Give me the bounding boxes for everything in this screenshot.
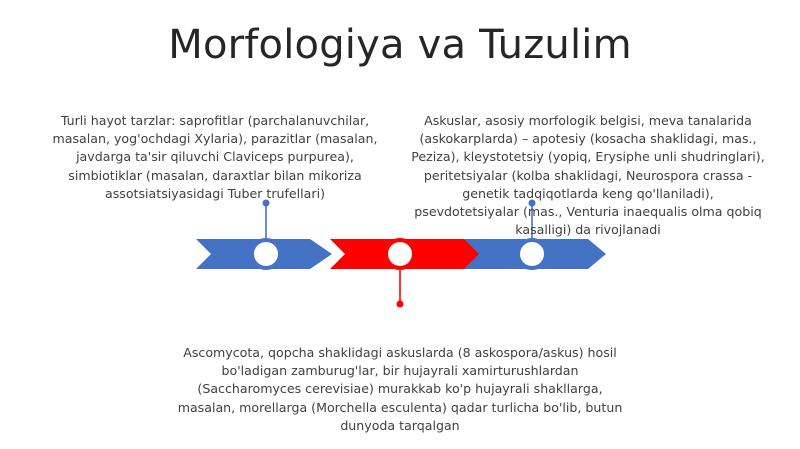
timeline-marker-1 xyxy=(252,240,280,268)
node-text-asci: Askuslar, asosiy morfologik belgisi, meva tanalarida (askokarplarda) – apotesiy (kosacha shaklidagi, mas., Peziza), kleystotetsiy (yopiq, Erysiphe unli shudringlari), peritetsiyalar (kolba shaklidagi, Neurospora crassa - genetik tadqiqotlarda keng qo'llaniladi), psevdotetsiyalar (mas., Venturia inaequalis olma qobiq kasalligi) da rivojlanadi xyxy=(411,113,765,238)
node-text-ascomycota: Ascomycota, qopcha shaklidagi askuslarda (8 askospora/askus) hosil bo'ladigan zamburug'lar, bir hujayrali xamirturushlardan (Saccharomyces cerevisiae) murakkab ko'p hujayrali shakllarga, masalan, morellarga (Morchella esculenta) qadar turlicha bo'lib, butun dunyoda tarqalgan xyxy=(177,345,623,433)
connector-dot-2 xyxy=(397,301,404,308)
page-title: Morfologiya va Tuzulim xyxy=(168,22,632,68)
timeline-marker-3 xyxy=(518,240,546,268)
node-text-lifestyles: Turli hayot tarzlar: saprofitlar (parchalanuvchilar, masalan, yog'ochdagi Xylaria), parazitlar (masalan, javdarga ta'sir qiluvchi Claviceps purpurea), simbiotiklar (masalan, daraxtlar bilan mikoriza assotsiatsiyasidagi Tuber trufellari) xyxy=(52,113,378,201)
timeline-marker-2 xyxy=(386,240,414,268)
